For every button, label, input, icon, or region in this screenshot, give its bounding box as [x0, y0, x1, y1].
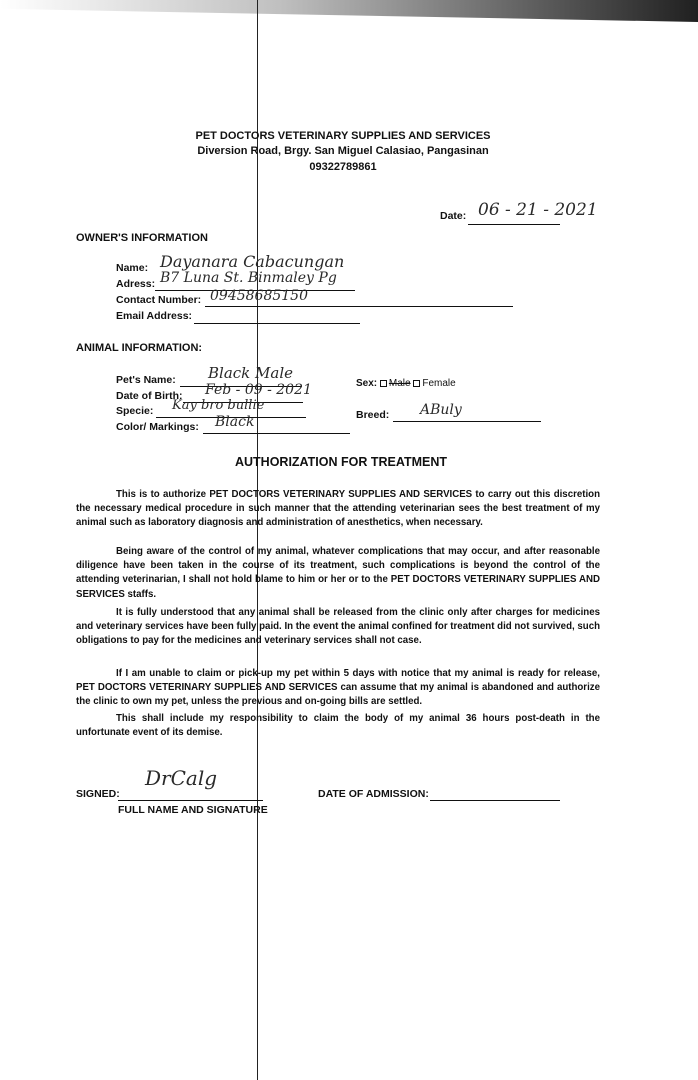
- owner-name-label: Name:: [116, 262, 149, 274]
- authorization-paragraph-5-text: This shall include my responsibility to claim the body of my animal 36 hours post-death in the unfortunate event of its demise.: [76, 713, 600, 739]
- color-label: Color/ Markings:: [116, 421, 199, 433]
- authorization-paragraph-3: [76, 606, 600, 649]
- sex-male-checkbox: [380, 380, 387, 387]
- pet-name-value: Black Male: [208, 364, 293, 382]
- breed-value: ABuly: [420, 402, 462, 418]
- sex-field: [356, 378, 456, 389]
- pet-name-label: Pet's Name:: [116, 374, 176, 386]
- color-value: Black: [215, 414, 255, 430]
- owner-contact-line: [205, 306, 513, 307]
- date-label: Date:: [440, 210, 467, 222]
- authorization-paragraph-4-text: If I am unable to claim or pick-up my pet within 5 days with notice that my animal is ready for release, PET DOCTORS VETERINARY SUPPLIES AND SERVICES can assume that my animal is abandoned and authorize the clinic to own my pet, unless the previous and on-going bills are settled.: [76, 668, 600, 708]
- date-of-admission-label: DATE OF ADMISSION:: [318, 788, 429, 800]
- sex-female-checkbox: [413, 380, 420, 387]
- breed-line: [393, 421, 541, 422]
- sex-label: Sex:: [356, 378, 378, 389]
- company-address: Diversion Road, Brgy. San Miguel Calasiao, Pangasinan: [197, 145, 489, 157]
- signature-mark: DrCalg: [145, 766, 218, 790]
- owner-contact-value: 09458685150: [210, 288, 308, 304]
- animal-section-title: ANIMAL INFORMATION:: [76, 342, 203, 354]
- authorization-title: AUTHORIZATION FOR TREATMENT: [234, 455, 447, 469]
- authorization-paragraph-1-text: This is to authorize PET DOCTORS VETERINARY SUPPLIES AND SERVICES to carry out this discretion the necessary medical procedure in such manner that the attending veterinarian sees the best treatment of my animal such as laboratory diagnosis and administration of anesthetics, when necessary.: [76, 489, 600, 529]
- scan-edge-shadow: [0, 0, 698, 22]
- dob-label: Date of Birth:: [116, 390, 183, 402]
- authorization-paragraph-2: [76, 545, 600, 602]
- signed-label: SIGNED:: [76, 788, 120, 800]
- owner-address-label: Adress:: [116, 278, 156, 290]
- dob-value: Feb - 09 - 2021: [205, 382, 312, 398]
- date-value: 06 - 21 - 2021: [478, 200, 598, 220]
- specie-value: Kay bro bullie: [172, 398, 265, 413]
- breed-label: Breed:: [356, 409, 390, 421]
- authorization-paragraph-4: [76, 667, 600, 710]
- owner-email-label: Email Address:: [116, 310, 193, 322]
- authorization-paragraph-2-text: Being aware of the control of my animal, whatever complications that may occur, and after reasonable diligence have been taken in the course of its treatment, such complications is beyond the control of the attending veterinarian, I shall not hold blame to him or her or to the PET DOCTORS VETERINARY SUPPLIES AND SERVICES staffs.: [76, 546, 600, 600]
- signature-line: [118, 800, 263, 801]
- sex-female-label: Female: [422, 378, 456, 389]
- sex-male-label: Male: [388, 378, 411, 389]
- owner-address-value: B7 Luna St. Binmaley Pg: [160, 270, 337, 286]
- date-line: [468, 224, 560, 225]
- authorization-paragraph-1: [76, 488, 600, 531]
- owner-section-title: OWNER'S INFORMATION: [76, 232, 208, 244]
- company-phone: 09322789861: [309, 161, 377, 173]
- owner-contact-label: Contact Number:: [116, 294, 202, 306]
- authorization-paragraph-3-text: It is fully understood that any animal shall be released from the clinic only after charges for medicines and veterinary services have been fully paid. In the event the animal confined for treatment did not survived, such obligations to pay for the medicines and veterinary services shall not case.: [76, 607, 600, 647]
- authorization-paragraph-5: [76, 712, 600, 740]
- color-line: [203, 433, 350, 434]
- company-name: PET DOCTORS VETERINARY SUPPLIES AND SERVICES: [195, 130, 491, 142]
- date-of-admission-line: [430, 800, 560, 801]
- owner-email-line: [194, 323, 360, 324]
- signature-caption: FULL NAME AND SIGNATURE: [118, 804, 268, 816]
- specie-label: Specie:: [116, 405, 154, 417]
- owner-name-value: Dayanara Cabacungan: [160, 252, 345, 271]
